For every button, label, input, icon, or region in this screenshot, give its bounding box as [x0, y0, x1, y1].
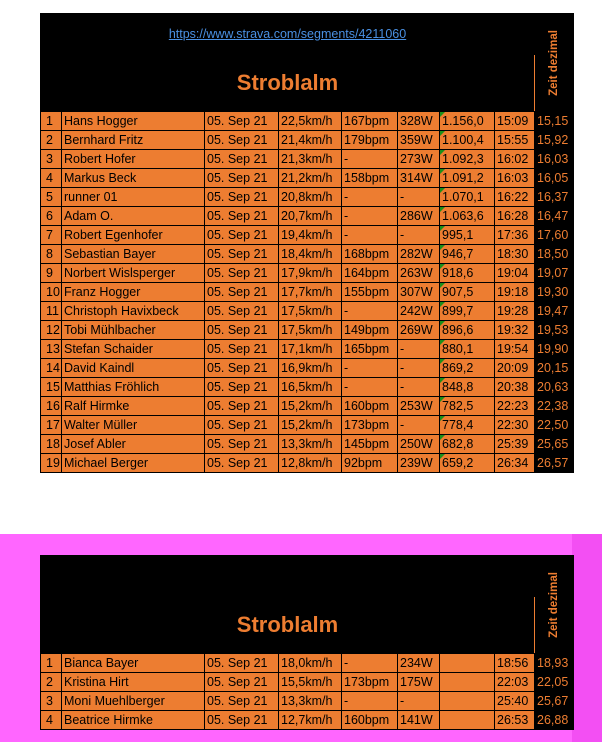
rank-cell: 5: [41, 188, 62, 207]
table-row: [41, 112, 574, 131]
athlete-name: Kristina Hirt: [62, 673, 205, 692]
athlete-name: David Kaindl: [62, 359, 205, 378]
date-cell: 05. Sep 21: [205, 397, 279, 416]
rank-cell: 6: [41, 207, 62, 226]
segment-title: Stroblalm: [41, 597, 535, 654]
table-row: [41, 321, 574, 340]
power-cell: 359W: [398, 131, 440, 150]
rank-cell: 12: [41, 321, 62, 340]
pace-cell: 682,8: [440, 435, 495, 454]
pace-cell: [440, 711, 495, 730]
heartrate-cell: 155bpm: [342, 283, 398, 302]
heartrate-cell: -: [342, 188, 398, 207]
speed-cell: 20,8km/h: [279, 188, 342, 207]
heartrate-cell: 173bpm: [342, 673, 398, 692]
rank-cell: 14: [41, 359, 62, 378]
pace-cell: [440, 692, 495, 711]
athlete-name: Bianca Bayer: [62, 654, 205, 673]
rank-cell: 19: [41, 454, 62, 473]
heartrate-cell: -: [342, 692, 398, 711]
time-decimal-cell: 22,50: [535, 416, 574, 435]
speed-cell: 22,5km/h: [279, 112, 342, 131]
time-decimal-cell: 19,30: [535, 283, 574, 302]
power-cell: 253W: [398, 397, 440, 416]
speed-cell: 17,5km/h: [279, 302, 342, 321]
date-cell: 05. Sep 21: [205, 131, 279, 150]
power-cell: -: [398, 416, 440, 435]
pace-cell: [440, 673, 495, 692]
pace-cell: [440, 654, 495, 673]
speed-cell: 19,4km/h: [279, 226, 342, 245]
time-decimal-cell: 22,38: [535, 397, 574, 416]
women-leaderboard-table: [40, 555, 574, 730]
heartrate-cell: 160bpm: [342, 711, 398, 730]
table-row: [41, 397, 574, 416]
power-cell: 250W: [398, 435, 440, 454]
time-cell: 22:03: [495, 673, 535, 692]
athlete-name: Tobi Mühlbacher: [62, 321, 205, 340]
rank-cell: 8: [41, 245, 62, 264]
power-cell: 141W: [398, 711, 440, 730]
men-leaderboard-table: [40, 13, 574, 473]
time-decimal-cell: 18,50: [535, 245, 574, 264]
power-cell: 269W: [398, 321, 440, 340]
pace-cell: 896,6: [440, 321, 495, 340]
power-cell: 263W: [398, 264, 440, 283]
time-decimal-cell: 19,90: [535, 340, 574, 359]
time-decimal-cell: 16,37: [535, 188, 574, 207]
date-cell: 05. Sep 21: [205, 692, 279, 711]
power-cell: 239W: [398, 454, 440, 473]
pace-cell: 1.070,1: [440, 188, 495, 207]
women-section-gutter: [572, 534, 602, 742]
power-cell: 242W: [398, 302, 440, 321]
time-decimal-cell: 26,57: [535, 454, 574, 473]
speed-cell: 16,9km/h: [279, 359, 342, 378]
time-decimal-cell: 20,15: [535, 359, 574, 378]
date-cell: 05. Sep 21: [205, 226, 279, 245]
time-cell: 17:36: [495, 226, 535, 245]
time-cell: 22:30: [495, 416, 535, 435]
heartrate-cell: -: [342, 302, 398, 321]
time-decimal-cell: 19,53: [535, 321, 574, 340]
pace-cell: 918,6: [440, 264, 495, 283]
rank-cell: 3: [41, 692, 62, 711]
speed-cell: 18,0km/h: [279, 654, 342, 673]
speed-cell: 17,1km/h: [279, 340, 342, 359]
date-cell: 05. Sep 21: [205, 378, 279, 397]
time-cell: 26:53: [495, 711, 535, 730]
time-cell: 15:09: [495, 112, 535, 131]
rank-cell: 18: [41, 435, 62, 454]
power-cell: -: [398, 226, 440, 245]
date-cell: 05. Sep 21: [205, 150, 279, 169]
speed-cell: 13,3km/h: [279, 435, 342, 454]
date-cell: 05. Sep 21: [205, 673, 279, 692]
athlete-name: Franz Hogger: [62, 283, 205, 302]
segment-title: Stroblalm: [41, 55, 535, 112]
time-cell: 19:54: [495, 340, 535, 359]
rank-cell: 11: [41, 302, 62, 321]
pace-cell: 880,1: [440, 340, 495, 359]
heartrate-cell: 145bpm: [342, 435, 398, 454]
heartrate-cell: 179bpm: [342, 131, 398, 150]
pace-cell: 995,1: [440, 226, 495, 245]
zeit-dezimal-header: [535, 14, 574, 112]
heartrate-cell: -: [342, 359, 398, 378]
table-row: [41, 150, 574, 169]
table-row: [41, 245, 574, 264]
date-cell: 05. Sep 21: [205, 188, 279, 207]
date-cell: 05. Sep 21: [205, 454, 279, 473]
time-decimal-cell: 18,93: [535, 654, 574, 673]
power-cell: 286W: [398, 207, 440, 226]
date-cell: 05. Sep 21: [205, 245, 279, 264]
power-cell: -: [398, 188, 440, 207]
heartrate-cell: 149bpm: [342, 321, 398, 340]
athlete-name: Sebastian Bayer: [62, 245, 205, 264]
time-cell: 20:09: [495, 359, 535, 378]
date-cell: 05. Sep 21: [205, 112, 279, 131]
time-decimal-cell: 25,67: [535, 692, 574, 711]
power-cell: 314W: [398, 169, 440, 188]
heartrate-cell: -: [342, 654, 398, 673]
heartrate-cell: 92bpm: [342, 454, 398, 473]
time-cell: 22:23: [495, 397, 535, 416]
table-row: [41, 454, 574, 473]
time-decimal-cell: 16,03: [535, 150, 574, 169]
rank-cell: 13: [41, 340, 62, 359]
table-row: [41, 711, 574, 730]
speed-cell: 21,3km/h: [279, 150, 342, 169]
rank-cell: 16: [41, 397, 62, 416]
rank-cell: 17: [41, 416, 62, 435]
date-cell: 05. Sep 21: [205, 169, 279, 188]
table-row: [41, 207, 574, 226]
zeit-dezimal-label: Zeit dezimal: [548, 29, 561, 96]
heartrate-cell: -: [342, 226, 398, 245]
table-row: [41, 654, 574, 673]
time-cell: 16:28: [495, 207, 535, 226]
pace-cell: 869,2: [440, 359, 495, 378]
power-cell: 282W: [398, 245, 440, 264]
table-row: [41, 673, 574, 692]
pace-cell: 659,2: [440, 454, 495, 473]
table-row: [41, 435, 574, 454]
time-decimal-cell: 16,47: [535, 207, 574, 226]
pace-cell: 778,4: [440, 416, 495, 435]
speed-cell: 17,9km/h: [279, 264, 342, 283]
date-cell: 05. Sep 21: [205, 711, 279, 730]
pace-cell: 1.092,3: [440, 150, 495, 169]
power-cell: 273W: [398, 150, 440, 169]
time-decimal-cell: 25,65: [535, 435, 574, 454]
heartrate-cell: -: [342, 150, 398, 169]
pace-cell: 782,5: [440, 397, 495, 416]
power-cell: 175W: [398, 673, 440, 692]
table-row: [41, 131, 574, 150]
athlete-name: Norbert Wislsperger: [62, 264, 205, 283]
segment-url-cell: [41, 14, 535, 55]
rank-cell: 2: [41, 673, 62, 692]
time-decimal-cell: 15,92: [535, 131, 574, 150]
rank-cell: 10: [41, 283, 62, 302]
table-row: [41, 169, 574, 188]
speed-cell: 18,4km/h: [279, 245, 342, 264]
athlete-name: Christoph Havixbeck: [62, 302, 205, 321]
time-decimal-cell: 22,05: [535, 673, 574, 692]
athlete-name: Adam O.: [62, 207, 205, 226]
rank-cell: 2: [41, 131, 62, 150]
heartrate-cell: 168bpm: [342, 245, 398, 264]
pace-cell: 1.100,4: [440, 131, 495, 150]
heartrate-cell: 165bpm: [342, 340, 398, 359]
time-decimal-cell: 17,60: [535, 226, 574, 245]
heartrate-cell: -: [342, 378, 398, 397]
rank-cell: 4: [41, 169, 62, 188]
table-row: [41, 692, 574, 711]
power-cell: 234W: [398, 654, 440, 673]
pace-cell: 907,5: [440, 283, 495, 302]
time-cell: 26:34: [495, 454, 535, 473]
time-cell: 19:28: [495, 302, 535, 321]
table-row: [41, 264, 574, 283]
power-cell: 328W: [398, 112, 440, 131]
time-decimal-cell: 15,15: [535, 112, 574, 131]
heartrate-cell: -: [342, 207, 398, 226]
table-row: [41, 378, 574, 397]
athlete-name: Beatrice Hirmke: [62, 711, 205, 730]
pace-cell: 1.063,6: [440, 207, 495, 226]
pace-cell: 899,7: [440, 302, 495, 321]
speed-cell: 21,4km/h: [279, 131, 342, 150]
heartrate-cell: 173bpm: [342, 416, 398, 435]
speed-cell: 13,3km/h: [279, 692, 342, 711]
date-cell: 05. Sep 21: [205, 340, 279, 359]
time-cell: 16:22: [495, 188, 535, 207]
speed-cell: 12,8km/h: [279, 454, 342, 473]
power-cell: -: [398, 340, 440, 359]
pace-cell: 1.091,2: [440, 169, 495, 188]
athlete-name: Bernhard Fritz: [62, 131, 205, 150]
athlete-name: Michael Berger: [62, 454, 205, 473]
athlete-name: Walter Müller: [62, 416, 205, 435]
table-row: [41, 226, 574, 245]
speed-cell: 21,2km/h: [279, 169, 342, 188]
rank-cell: 1: [41, 112, 62, 131]
date-cell: 05. Sep 21: [205, 321, 279, 340]
athlete-name: Stefan Schaider: [62, 340, 205, 359]
time-cell: 19:04: [495, 264, 535, 283]
time-cell: 18:30: [495, 245, 535, 264]
time-cell: 18:56: [495, 654, 535, 673]
speed-cell: 17,7km/h: [279, 283, 342, 302]
time-cell: 25:40: [495, 692, 535, 711]
pace-cell: 1.156,0: [440, 112, 495, 131]
speed-cell: 20,7km/h: [279, 207, 342, 226]
zeit-dezimal-header: [535, 556, 574, 654]
table-row: [41, 359, 574, 378]
rank-cell: 9: [41, 264, 62, 283]
pace-cell: 848,8: [440, 378, 495, 397]
time-decimal-cell: 19,07: [535, 264, 574, 283]
time-cell: 20:38: [495, 378, 535, 397]
rank-cell: 3: [41, 150, 62, 169]
segment-link[interactable]: https://www.strava.com/segments/4211060: [168, 27, 407, 41]
time-decimal-cell: 16,05: [535, 169, 574, 188]
speed-cell: 15,2km/h: [279, 397, 342, 416]
table-row: [41, 340, 574, 359]
power-cell: 307W: [398, 283, 440, 302]
table-row: [41, 302, 574, 321]
date-cell: 05. Sep 21: [205, 264, 279, 283]
athlete-name: Matthias Fröhlich: [62, 378, 205, 397]
speed-cell: 15,5km/h: [279, 673, 342, 692]
time-cell: 15:55: [495, 131, 535, 150]
athlete-name: Markus Beck: [62, 169, 205, 188]
speed-cell: 12,7km/h: [279, 711, 342, 730]
time-decimal-cell: 19,47: [535, 302, 574, 321]
table-row: [41, 416, 574, 435]
zeit-dezimal-label: Zeit dezimal: [548, 571, 560, 638]
athlete-name: Robert Egenhofer: [62, 226, 205, 245]
time-cell: 19:32: [495, 321, 535, 340]
rank-cell: 1: [41, 654, 62, 673]
rank-cell: 7: [41, 226, 62, 245]
empty-header-cell: [41, 556, 535, 597]
athlete-name: Robert Hofer: [62, 150, 205, 169]
date-cell: 05. Sep 21: [205, 416, 279, 435]
date-cell: 05. Sep 21: [205, 207, 279, 226]
speed-cell: 15,2km/h: [279, 416, 342, 435]
time-cell: 16:03: [495, 169, 535, 188]
time-cell: 16:02: [495, 150, 535, 169]
athlete-name: Moni Muehlberger: [62, 692, 205, 711]
time-cell: 19:18: [495, 283, 535, 302]
heartrate-cell: 158bpm: [342, 169, 398, 188]
table-row: [41, 188, 574, 207]
date-cell: 05. Sep 21: [205, 654, 279, 673]
power-cell: -: [398, 378, 440, 397]
pace-cell: 946,7: [440, 245, 495, 264]
athlete-name: Josef Abler: [62, 435, 205, 454]
speed-cell: 16,5km/h: [279, 378, 342, 397]
speed-cell: 17,5km/h: [279, 321, 342, 340]
power-cell: -: [398, 692, 440, 711]
power-cell: -: [398, 359, 440, 378]
heartrate-cell: 160bpm: [342, 397, 398, 416]
date-cell: 05. Sep 21: [205, 435, 279, 454]
athlete-name: Ralf Hirmke: [62, 397, 205, 416]
table-row: [41, 283, 574, 302]
date-cell: 05. Sep 21: [205, 283, 279, 302]
date-cell: 05. Sep 21: [205, 302, 279, 321]
athlete-name: runner 01: [62, 188, 205, 207]
athlete-name: Hans Hogger: [62, 112, 205, 131]
date-cell: 05. Sep 21: [205, 359, 279, 378]
rank-cell: 15: [41, 378, 62, 397]
time-decimal-cell: 20,63: [535, 378, 574, 397]
heartrate-cell: 167bpm: [342, 112, 398, 131]
rank-cell: 4: [41, 711, 62, 730]
heartrate-cell: 164bpm: [342, 264, 398, 283]
time-decimal-cell: 26,88: [535, 711, 574, 730]
time-cell: 25:39: [495, 435, 535, 454]
